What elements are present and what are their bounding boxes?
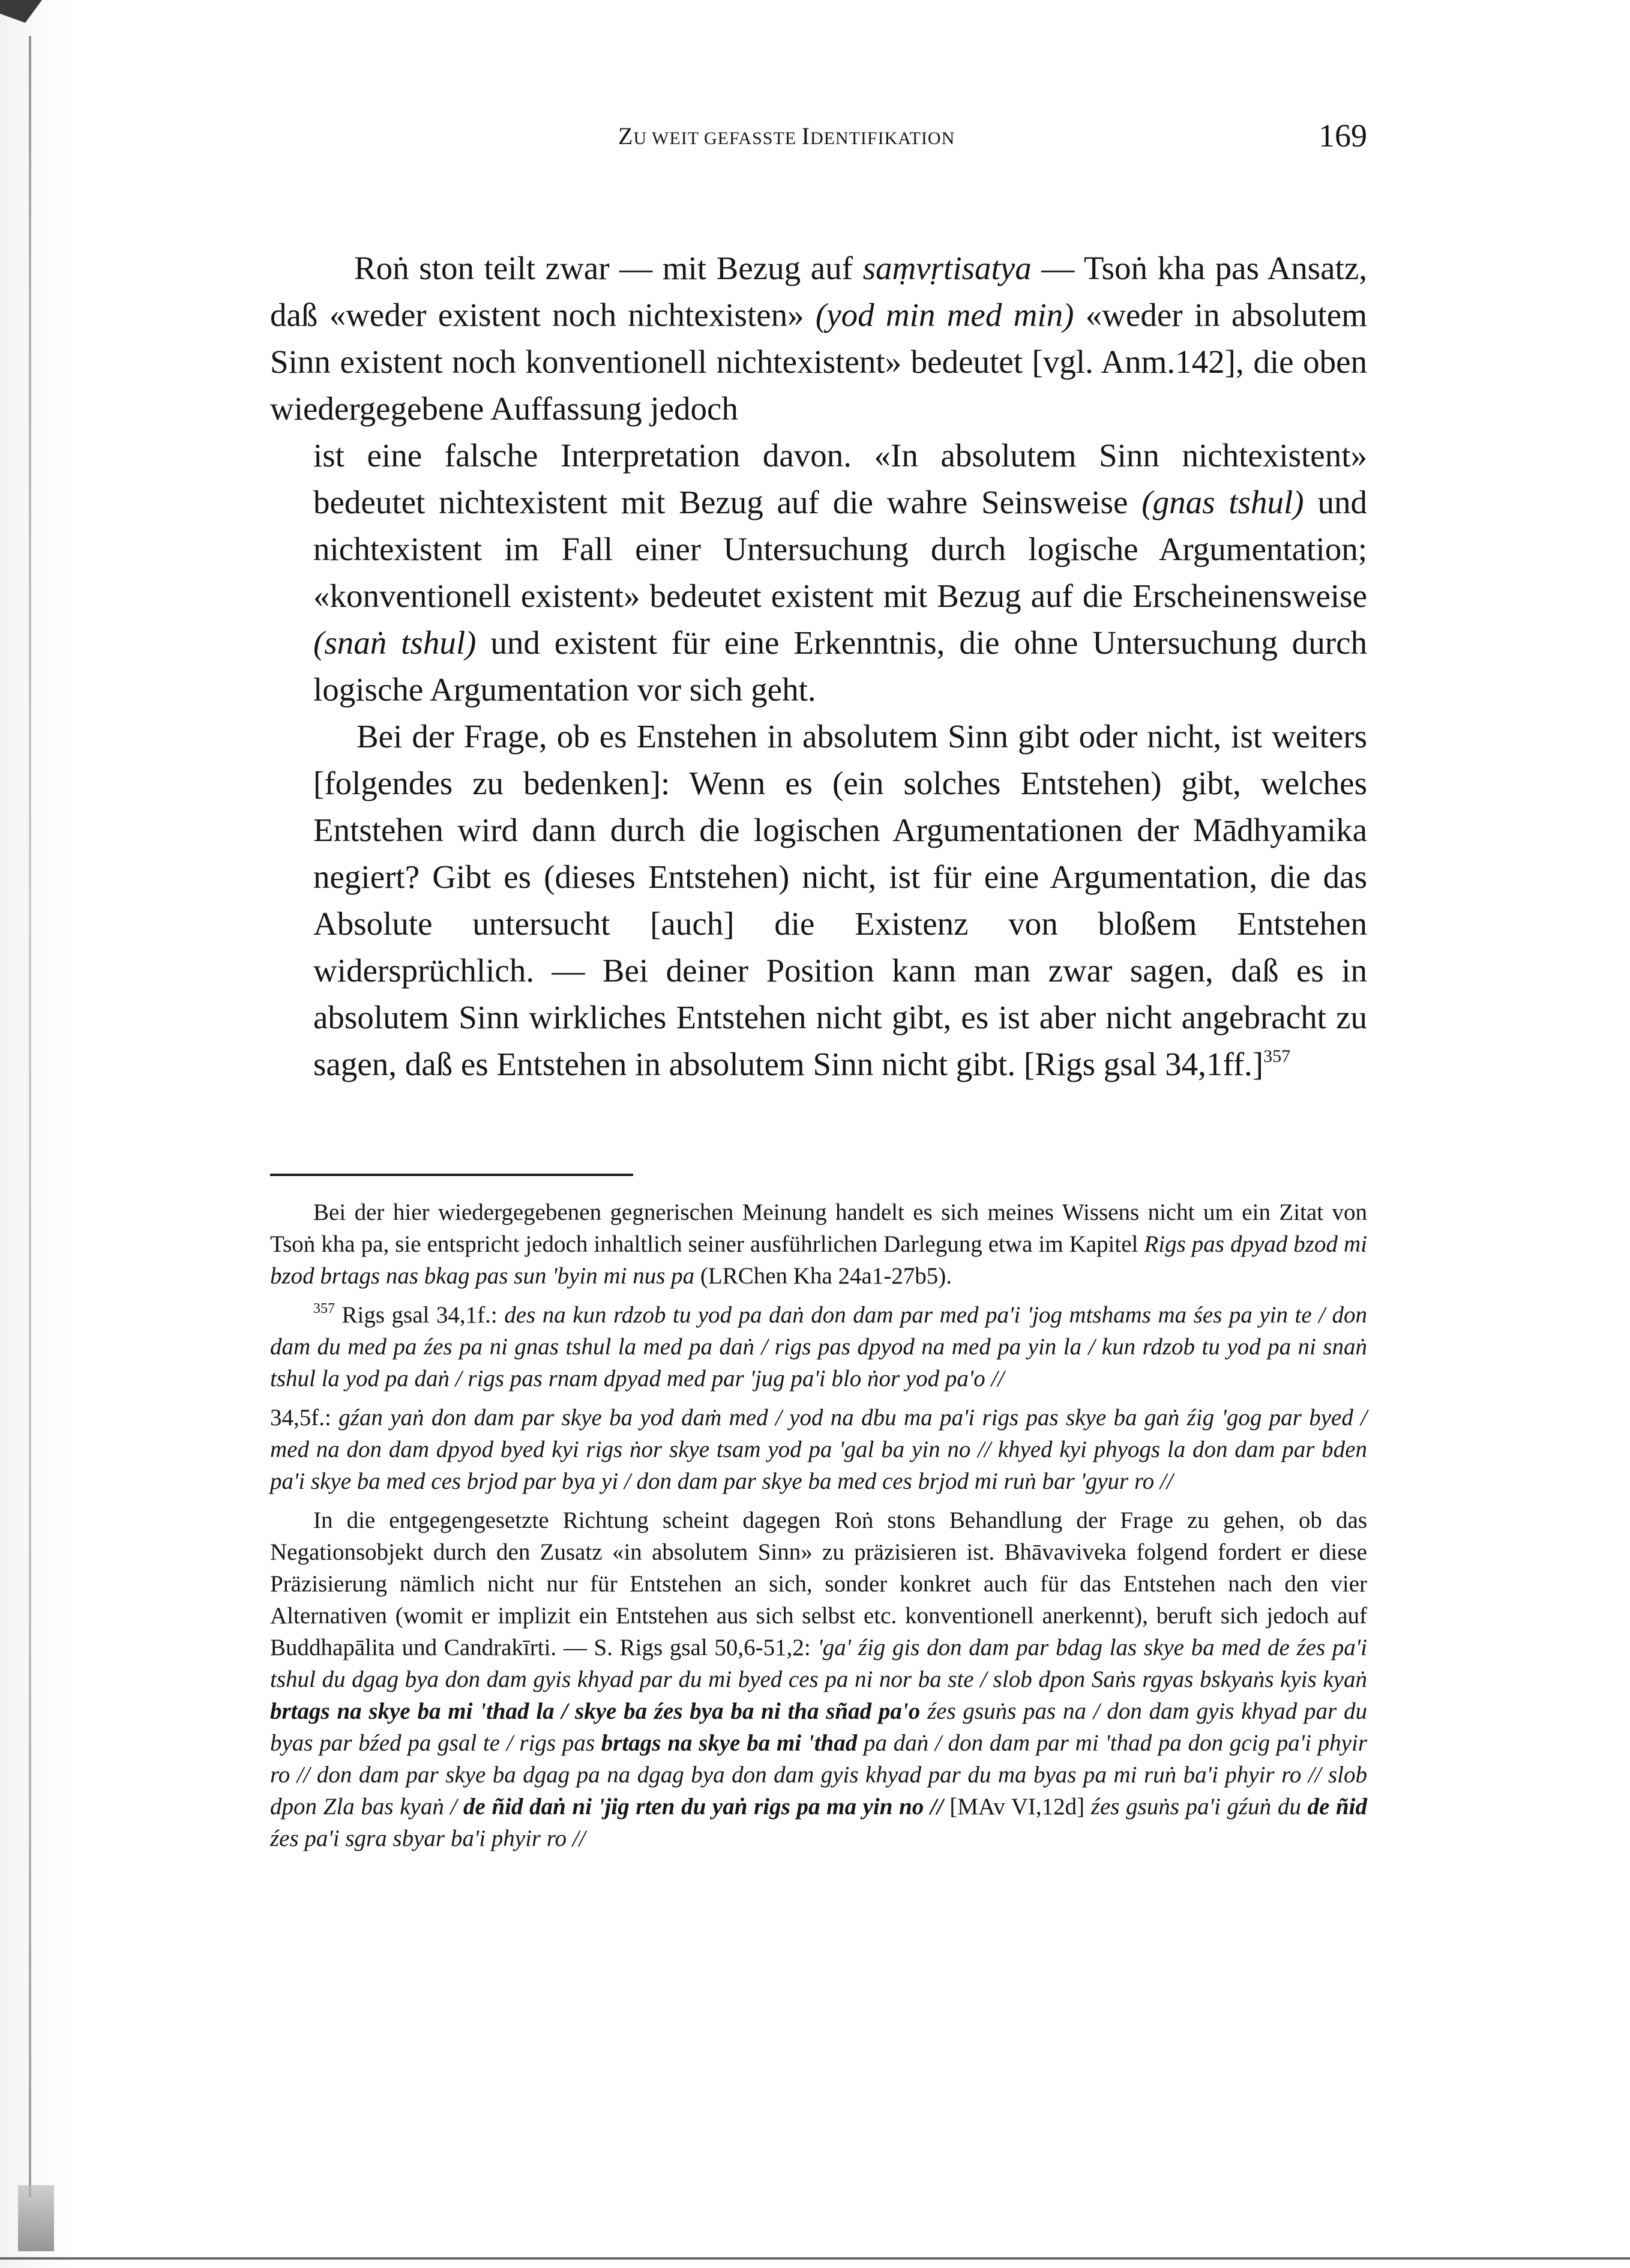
tibetan-quote-bold: de ñid — [1307, 1794, 1368, 1820]
scan-corner-mark — [0, 0, 42, 23]
text-run: und nichtexistent im Fall einer Untersuchung durch logische Argumentation; «konventionell existent» bedeutet existent mit Bezug auf die Erscheinensweise — [313, 484, 1368, 614]
term-italic: saṃvṛtisatya — [862, 250, 1032, 286]
running-header-title — [618, 122, 955, 150]
text-run: — Tsoṅ kha pas Ansatz, daß «weder existent noch nichtexisten» — [270, 250, 1368, 333]
text-run: Bei der Frage, ob es Enstehen in absolutem Sinn gibt oder nicht, ist weiters [folgendes zu bedenken]: Wenn es (ein solches Entstehen) gibt, welches Entstehen wird dann durch die logischen Argumentationen der Mādhyamika negiert? Gibt es (dieses Entstehen) nicht, ist für eine Argumentation, die das Absolute untersucht [auch] die Existenz von bloßem Entstehen widersprüchlich. — Bei deiner Position kann man zwar sagen, daß es in absolutem Sinn wirkliches Entstehen nicht gibt, es ist aber nicht angebracht zu sagen, daß es Entstehen in absolutem Sinn nicht gibt. [Rigs gsal 34,1ff.] — [313, 718, 1367, 1082]
tibetan-quote: des na kun rdzob tu yod pa daṅ don dam par med pa'i 'jog mtshams ma śes pa yin te / don dam du med pa źes pa ni gnas tshul la med pa daṅ / rigs pas dpyod na med pa yin la / kun rdzob tu yod pa ni snaṅ tshul la yod pa daṅ / rigs pas rnam dpyad med par 'jug pa'i blo ṅor yod pa'o // — [270, 1302, 1368, 1392]
tibetan-quote: gźan yaṅ don dam par skye ba yod daṁ med / yod na dbu ma pa'i rigs pas skye ba gaṅ źig 'gog par byed / med na don dam dpyod byed kyi rigs ṅor skye tsam yod pa 'gal ba yin no // khyed kyi phyogs la don dam par bden pa'i skye ba med ces brjod par bya yi / don dam par skye ba med ces brjod mi ruṅ bar 'gyur ro // — [270, 1405, 1367, 1494]
footnote-number-357: 357 — [313, 1301, 335, 1316]
running-header — [270, 117, 1367, 159]
footnotes — [270, 1196, 1367, 1862]
header-title-cap: I — [801, 122, 810, 149]
text-run: [MAv VI,12d] — [943, 1794, 1091, 1820]
footnote-ref-357[interactable]: 357 — [1263, 1046, 1291, 1066]
text-run: und existent für eine Erkenntnis, die ohne Untersuchung durch logische Argumentation vor sich geht. — [313, 624, 1368, 708]
tibetan-quote: źes pa'i sgra sbyar ba'i phyir ro // — [270, 1826, 586, 1851]
footnote-357-part3 — [270, 1504, 1367, 1854]
paragraph-intro — [270, 245, 1367, 432]
text-run: «weder in absolutem Sinn existent noch konventionell nichtexistent» bedeutet [vgl. Anm.142], die oben wiedergegebene Auffassung jedoch — [270, 297, 1367, 427]
tibetan-quote: 'ga' źig gis don dam par bdag las skye ba med de źes pa'i tshul du dgag bya don dam gyis khyad par du mi byed ces pa ni nor ba ste / slob dpon Saṅs rgyas bskyaṅs kyis kyaṅ — [270, 1635, 1367, 1692]
footnote-357-part2 — [270, 1402, 1367, 1497]
tibetan-quote: źes gsuṅs pa'i gźuṅ du — [1090, 1794, 1308, 1820]
text-run: ist eine falsche Interpretation davon. «In absolutem Sinn nichtexistent» bedeutet nichtexistent mit Bezug auf die wahre Seinsweise — [313, 437, 1367, 520]
text-run: 34,5f.: — [270, 1405, 339, 1431]
term-italic: (snaṅ tshul) — [313, 624, 477, 661]
text-run: (LRChen Kha 24a1-27b5). — [694, 1263, 952, 1289]
tibetan-quote: pa daṅ / don dam par mi 'thad pa don gcig pa'i phyir ro // don dam par skye ba dgag pa na dgag bya don dam gyis khyad par du ma byas pa mi ruṅ ba'i phyir ro // slob dpon Zla bas kyaṅ / — [270, 1730, 1368, 1820]
footnote-rule — [270, 1174, 633, 1176]
term-italic: (yod min med min) — [815, 297, 1074, 333]
footnote-356-continued — [270, 1196, 1367, 1292]
spine-edge-line — [29, 36, 31, 2197]
text-run: Roṅ ston teilt zwar — mit Bezug auf — [354, 250, 863, 286]
tibetan-quote-bold: brtags na skye ba mi 'thad la / skye ba źes bya ba ni tha sñad pa'o — [270, 1698, 921, 1724]
page-number: 169 — [1319, 118, 1367, 154]
header-title-smallcaps: DENTIFIKATION — [810, 128, 955, 148]
block-quote-2 — [313, 713, 1367, 1088]
text-run: Bei der hier wiedergegebenen gegnerischen Meinung handelt es sich meines Wissens nicht um ein Zitat von Tsoṅ kha pa, sie entspricht jedoch inhaltlich seiner ausführlichen Darlegung etwa im Kapitel — [270, 1199, 1367, 1257]
term-italic: Rigs pas dpyad bzod mi bzod brtags nas bkag pas sun 'byin mi nus pa — [270, 1231, 1368, 1289]
footnote-357 — [270, 1299, 1367, 1395]
tibetan-quote-bold: de ñid daṅ ni 'jig rten du yaṅ rigs pa ma yin no // — [463, 1794, 943, 1820]
tibetan-quote-bold: brtags na skye ba mi 'thad — [601, 1730, 858, 1756]
term-italic: (gnas tshul) — [1141, 484, 1304, 520]
header-title-smallcaps: U WEIT GEFASSTE — [633, 128, 802, 148]
tibetan-quote: źes gsuṅs pas na / don dam gyis khyad par du byas par bźed pa gsal te / rigs pas — [270, 1698, 1367, 1756]
text-run: In die entgegengesetzte Richtung scheint dagegen Roṅ stons Behandlung der Frage zu gehen, ob das Negationsobjekt durch den Zusatz «in absolutem Sinn» zu präzisieren ist. Bhāvaviveka folgend fordert er diese Präzisierung nämlich nicht nur für Entstehen an sich, sonder konkret auch für das Entstehen nach den vier Alternativen (womit er implizit ein Entstehen aus sich selbst etc. konventionell anerkennt), beruft sich jedoch auf Buddhapālita und Candrakīrti. — S. Rigs gsal 50,6-51,2: — [270, 1507, 1367, 1660]
main-text — [270, 245, 1367, 1088]
page-bottom-edge — [0, 2257, 1630, 2260]
header-title-cap: Z — [618, 122, 634, 149]
text-run: Rigs gsal 34,1f.: — [335, 1302, 505, 1328]
block-quote-1 — [313, 432, 1367, 713]
book-spine-shadow — [0, 0, 72, 2268]
scan-bottom-mark — [18, 2185, 54, 2251]
